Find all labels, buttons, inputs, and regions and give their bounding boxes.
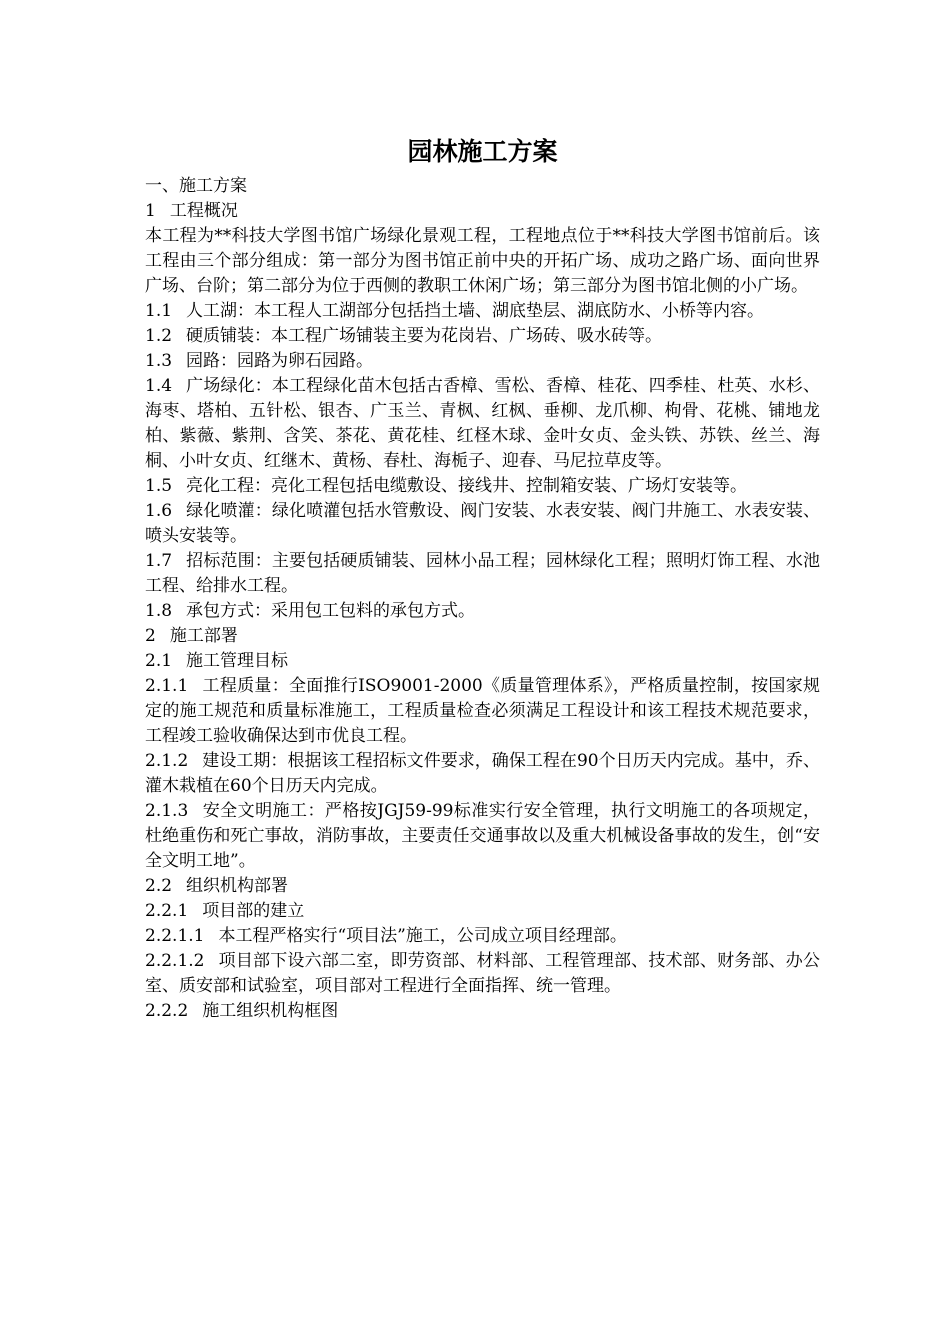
paragraph [145,899,820,924]
paragraph [145,924,820,949]
paragraph-text: 项目部下设六部二室，即劳资部、材料部、工程管理部、技术部、财务部、办公室、质安部和试验室，项目部对工程进行全面指挥、统一管理。 [145,951,820,996]
paragraph [145,374,820,474]
section-number: 1.6 [145,501,173,521]
paragraph-text: 施工管理目标 [186,651,289,671]
section-number: 1.5 [145,476,173,496]
paragraph-text: 人工湖：本工程人工湖部分包括挡土墙、湖底垫层、湖底防水、小桥等内容。 [186,301,765,321]
paragraph [145,674,820,749]
paragraph [145,349,820,374]
paragraph-text: 施工组织机构框图 [202,1001,339,1021]
paragraph [145,324,820,349]
paragraph-text: 招标范围：主要包括硬质铺装、园林小品工程；园林绿化工程；照明灯饰工程、水池工程、给排水工程。 [145,551,820,596]
paragraph-text: 工程质量：全面推行ISO9001-2000《质量管理体系》，严格质量控制，按国家规定的施工规范和质量标准施工，工程质量检查必须满足工程设计和该工程技术规范要求，工程竣工验收确保达到市优良工程。 [145,676,820,746]
paragraph [145,949,820,999]
paragraph [145,174,820,199]
paragraph-text: 本工程为**科技大学图书馆广场绿化景观工程，工程地点位于**科技大学图书馆前后。该工程由三个部分组成：第一部分为图书馆正前中央的开拓广场、成功之路广场、面向世界广场、台阶；第二部分为位于西侧的教职工休闲广场；第三部分为图书馆北侧的小广场。 [145,226,820,296]
paragraph [145,874,820,899]
section-number: 2 [145,626,156,646]
paragraph-text: 亮化工程：亮化工程包括电缆敷设、接线井、控制箱安装、广场灯安装等。 [186,476,748,496]
section-number: 1.1 [145,301,173,321]
paragraph-text: 园路：园路为卵石园路。 [186,351,374,371]
paragraph-text: 一、施工方案 [145,176,247,196]
paragraph [145,299,820,324]
paragraph-text: 承包方式：采用包工包料的承包方式。 [186,601,476,621]
section-number: 2.1.3 [145,801,189,821]
paragraph [145,474,820,499]
section-number: 1 [145,201,156,221]
section-number: 1.8 [145,601,173,621]
paragraph-text: 硬质铺装：本工程广场铺装主要为花岗岩、广场砖、吸水砖等。 [186,326,663,346]
section-number: 1.2 [145,326,173,346]
section-number: 1.3 [145,351,173,371]
paragraph-text: 组织机构部署 [186,876,289,896]
section-number: 1.7 [145,551,173,571]
section-number: 2.2.1 [145,901,189,921]
document-body [145,174,820,1024]
paragraph-text: 工程概况 [169,201,238,221]
section-number: 2.2.1.1 [145,926,205,946]
section-number: 2.2.2 [145,1001,189,1021]
section-number: 1.4 [145,376,173,396]
paragraph [145,649,820,674]
section-number: 2.2.1.2 [145,951,205,971]
paragraph-text: 绿化喷灌：绿化喷灌包括水管敷设、阀门安装、水表安装、阀门井施工、水表安装、喷头安装等。 [145,501,820,546]
paragraph-text: 本工程严格实行“项目法”施工，公司成立项目经理部。 [218,926,627,946]
paragraph [145,749,820,799]
paragraph-text: 广场绿化：本工程绿化苗木包括古香樟、雪松、香樟、桂花、四季桂、杜英、水杉、海枣、塔柏、五针松、银杏、广玉兰、青枫、红枫、垂柳、龙爪柳、枸骨、花桃、铺地龙柏、紫薇、紫荆、含笑、茶花、黄花桂、红柽木球、金叶女贞、金头铁、苏铁、丝兰、海桐、小叶女贞、红继木、黄杨、春杜、海栀子、迎春、马尼拉草皮等。 [145,376,820,471]
paragraph [145,599,820,624]
paragraph-text: 建设工期：根据该工程招标文件要求，确保工程在90个日历天内完成。基中，乔、灌木栽植在60个日历天内完成。 [145,751,820,796]
section-number: 2.1 [145,651,173,671]
document-page [145,132,820,1024]
section-number: 2.1.1 [145,676,189,696]
paragraph [145,199,820,224]
paragraph-text: 项目部的建立 [202,901,305,921]
paragraph [145,999,820,1024]
paragraph [145,624,820,649]
paragraph [145,549,820,599]
paragraph [145,224,820,299]
paragraph [145,799,820,874]
paragraph-text: 施工部署 [169,626,238,646]
document-title: 园林施工方案 [407,137,558,166]
paragraph [145,499,820,549]
section-number: 2.2 [145,876,173,896]
section-number: 2.1.2 [145,751,189,771]
paragraph-text: 安全文明施工：严格按JGJ59-99标准实行安全管理，执行文明施工的各项规定，杜绝重伤和死亡事故，消防事故，主要责任交通事故以及重大机械设备事故的发生，创“安全文明工地”。 [145,801,820,871]
